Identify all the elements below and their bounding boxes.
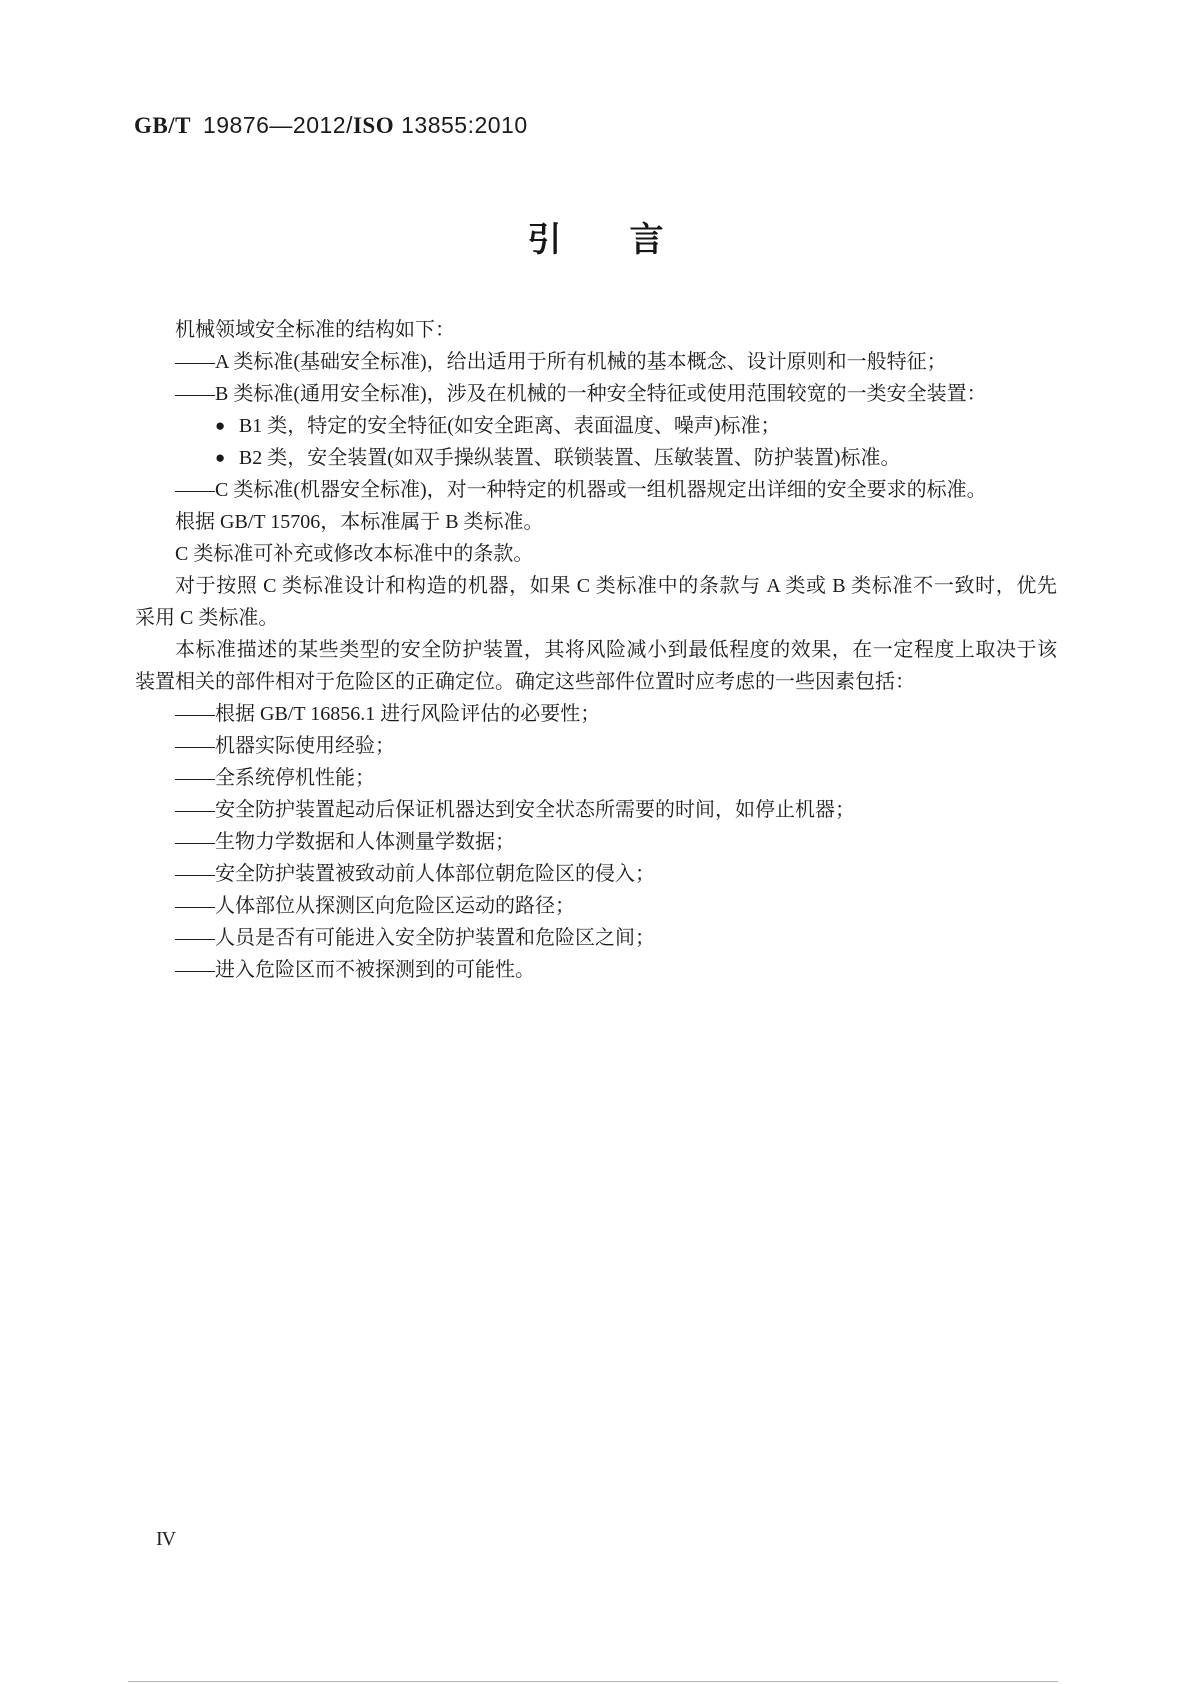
- bullet-list-item: [135, 410, 1057, 442]
- bullet-icon: ●: [215, 448, 226, 467]
- dash-list-item: ——生物力学数据和人体测量学数据；: [175, 831, 515, 853]
- dash-list-item: ——全系统停机性能；: [175, 767, 375, 789]
- bullet-icon: ●: [215, 416, 226, 435]
- standard-number-header: [134, 112, 528, 139]
- iso-standard-number: 13855:2010: [401, 112, 528, 138]
- header-slash: /: [346, 112, 353, 138]
- bullet-item-text: B2 类，安全装置(如双手操纵装置、联锁装置、压敏装置、防护装置)标准。: [238, 447, 901, 469]
- document-body: [135, 314, 1057, 986]
- page-number: IV: [156, 1528, 176, 1550]
- bullet-list-item: [135, 442, 1057, 474]
- dash-list-item: ——C 类标准(机器安全标准)，对一种特定的机器或一组机器规定出详细的安全要求的标准。: [175, 479, 987, 501]
- dash-list-item: ——根据 GB/T 16856.1 进行风险评估的必要性；: [175, 703, 601, 725]
- iso-standard-code: ISO: [352, 113, 395, 138]
- dash-list-item: ——人体部位从探测区向危险区运动的路径；: [175, 895, 575, 917]
- paragraph-continuation: 采用 C 类标准。: [135, 607, 279, 629]
- dash-list-item: ——进入危险区而不被探测到的可能性。: [175, 959, 535, 981]
- dash-list-item: ——人员是否有可能进入安全防护装置和危险区之间；: [175, 927, 655, 949]
- gb-standard-code: GB/T: [134, 113, 191, 138]
- bullet-item-text: B1 类，特定的安全特征(如安全距离、表面温度、噪声)标准；: [238, 415, 781, 437]
- body-paragraph: C 类标准可补充或修改本标准中的条款。: [175, 543, 534, 565]
- paragraph-continuation: 装置相关的部件相对于危险区的正确定位。确定这些部件位置时应考虑的一些因素包括：: [135, 671, 915, 693]
- body-paragraph: 本标准描述的某些类型的安全防护装置，其将风险减小到最低程度的效果，在一定程度上取决于该: [175, 639, 1057, 661]
- dash-list-item: ——机器实际使用经验；: [175, 735, 395, 757]
- body-paragraph: 根据 GB/T 15706，本标准属于 B 类标准。: [175, 511, 544, 533]
- body-paragraph: 对于按照 C 类标准设计和构造的机器，如果 C 类标准中的条款与 A 类或 B 类标准不一致时，优先: [175, 575, 1057, 597]
- intro-paragraph: 机械领域安全标准的结构如下：: [175, 319, 455, 341]
- dash-list-item: ——B 类标准(通用安全标准)，涉及在机械的一种安全特征或使用范围较宽的一类安全装置：: [175, 383, 987, 405]
- dash-list-item: ——安全防护装置起动后保证机器达到安全状态所需要的时间，如停止机器；: [175, 799, 855, 821]
- scan-edge-line: [128, 1681, 1058, 1682]
- dash-list-item: ——安全防护装置被致动前人体部位朝危险区的侵入；: [175, 863, 655, 885]
- dash-list-item: ——A 类标准(基础安全标准)，给出适用于所有机械的基本概念、设计原则和一般特征；: [175, 351, 947, 373]
- gb-standard-number: 19876—2012: [202, 112, 347, 138]
- page-title: 引 言: [527, 221, 664, 259]
